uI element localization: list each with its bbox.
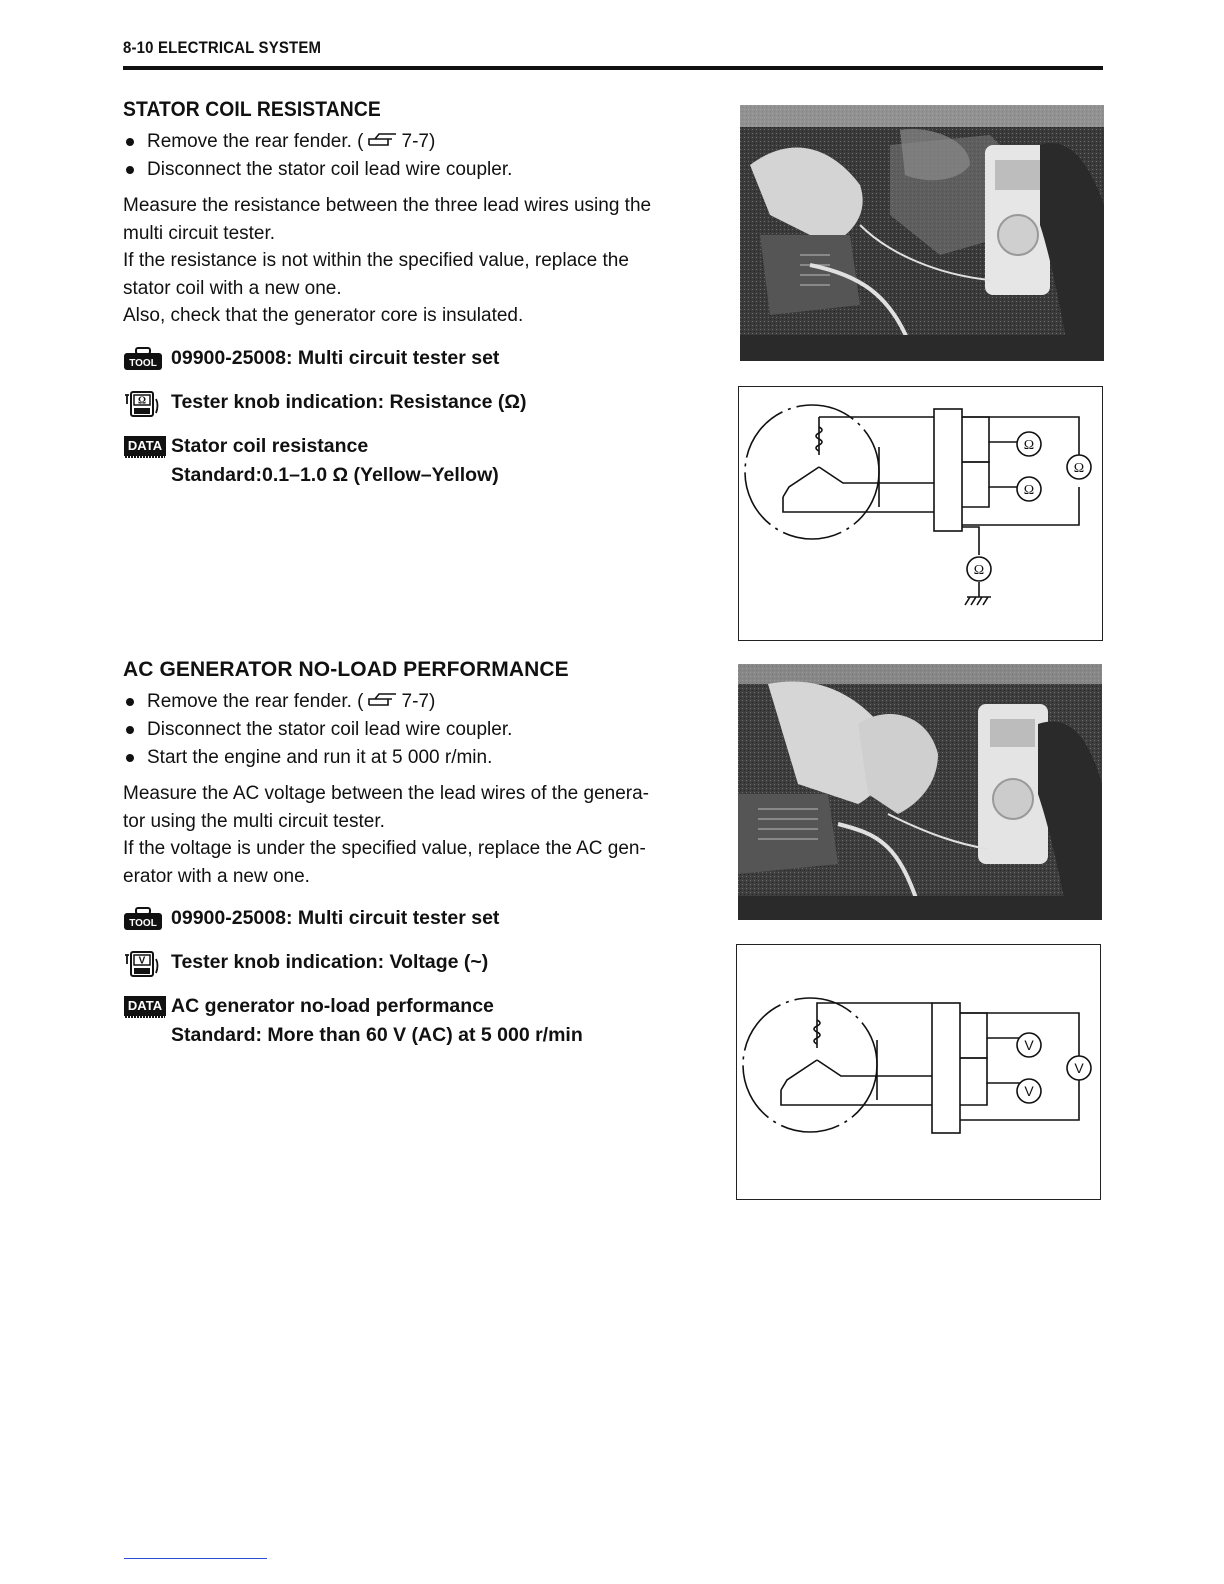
acgen-voltage-diagram	[736, 944, 1101, 1200]
bullet-text: Disconnect the stator coil lead wire coupler.	[147, 159, 513, 180]
footer-rule	[124, 1558, 267, 1559]
para-line: stator coil with a new one.	[123, 277, 342, 299]
data-title: AC generator no-load performance	[171, 995, 494, 1017]
svg-text:V: V	[1024, 1037, 1034, 1053]
data-standard: Standard:0.1–1.0 Ω (Yellow–Yellow)	[171, 463, 499, 486]
bullet-icon	[126, 726, 134, 734]
tester-knob-icon	[123, 951, 163, 977]
para-line: If the voltage is under the specified value, replace the AC gen-	[123, 838, 646, 859]
bullet-text: Disconnect the stator coil lead wire coupler.	[147, 719, 513, 740]
data-spec	[123, 432, 713, 461]
svg-text:DATA: DATA	[127, 998, 163, 1013]
knob-text: Tester knob indication: Voltage (~)	[171, 951, 489, 973]
data-title: Stator coil resistance	[171, 434, 369, 457]
list-item	[123, 688, 713, 716]
list-item	[123, 156, 713, 184]
svg-text:V: V	[138, 955, 146, 967]
tool-icon	[123, 347, 163, 371]
para-line: Measure the AC voltage between the lead wires of the genera-	[123, 783, 649, 804]
bullet-icon	[126, 166, 134, 174]
tester-knob-icon	[123, 391, 163, 417]
engine-photo-illustration	[740, 105, 1104, 361]
acgen-bullets	[123, 688, 713, 772]
data-spec	[123, 992, 713, 1021]
svg-text:Ω: Ω	[973, 563, 985, 578]
page-label: 8-10 ELECTRICAL SYSTEM	[123, 38, 322, 57]
bullet-icon	[126, 698, 134, 706]
tool-icon	[123, 907, 163, 931]
list-item	[123, 744, 713, 772]
acgen-paragraph	[123, 780, 713, 890]
acgen-section	[123, 658, 713, 1049]
svg-text:Ω: Ω	[137, 395, 147, 406]
stator-section	[123, 98, 713, 489]
bullet-icon	[126, 138, 134, 146]
stator-title: STATOR COIL RESISTANCE	[123, 98, 381, 121]
para-line: erator with a new one.	[123, 865, 310, 887]
data-icon	[123, 435, 167, 459]
bullet-icon	[126, 754, 134, 762]
tool-spec	[123, 344, 713, 373]
stator-photo	[740, 105, 1104, 361]
svg-text:V: V	[1024, 1083, 1034, 1099]
bullet-text: Start the engine and run it at 5 000 r/min.	[147, 747, 493, 768]
tool-text: 09900-25008: Multi circuit tester set	[171, 346, 500, 369]
svg-text:V: V	[1074, 1060, 1084, 1076]
knob-text: Tester knob indication: Resistance (Ω)	[171, 390, 527, 413]
para-line: Measure the resistance between the three lead wires using the	[123, 195, 652, 216]
para-line: multi circuit tester.	[123, 222, 276, 244]
svg-text:Ω: Ω	[1023, 483, 1035, 498]
list-item	[123, 716, 713, 744]
svg-text:DATA: DATA	[127, 437, 163, 453]
svg-text:Ω: Ω	[1073, 461, 1085, 476]
wiring-schematic	[737, 945, 1100, 1199]
data-standard: Standard: More than 60 V (AC) at 5 000 r/min	[171, 1024, 583, 1046]
wiring-schematic	[739, 387, 1102, 640]
reference-hand-icon	[366, 691, 400, 709]
stator-paragraph	[123, 192, 713, 330]
bullet-text: Remove the rear fender. (	[147, 691, 364, 712]
para-line: tor using the multi circuit tester.	[123, 810, 385, 832]
tool-text: 09900-25008: Multi circuit tester set	[171, 907, 500, 929]
svg-text:TOOL: TOOL	[129, 918, 157, 929]
tool-spec	[123, 904, 713, 933]
knob-spec	[123, 388, 713, 417]
acgen-photo	[738, 664, 1102, 920]
data-icon	[123, 995, 167, 1019]
stator-resistance-diagram	[738, 386, 1103, 641]
engine-photo-illustration	[738, 664, 1102, 920]
page-header	[123, 36, 1103, 70]
knob-spec	[123, 948, 713, 977]
list-item	[123, 128, 713, 156]
acgen-title: AC GENERATOR NO-LOAD PERFORMANCE	[123, 658, 569, 681]
para-line: Also, check that the generator core is insulated.	[123, 305, 524, 326]
bullet-ref: 7-7)	[401, 691, 436, 712]
bullet-text: Remove the rear fender. (	[147, 131, 364, 152]
stator-bullets	[123, 128, 713, 184]
reference-hand-icon	[366, 131, 400, 149]
para-line: If the resistance is not within the specified value, replace the	[123, 250, 629, 271]
svg-text:TOOL: TOOL	[129, 357, 157, 369]
svg-text:Ω: Ω	[1023, 438, 1035, 453]
bullet-ref: 7-7)	[401, 131, 436, 152]
